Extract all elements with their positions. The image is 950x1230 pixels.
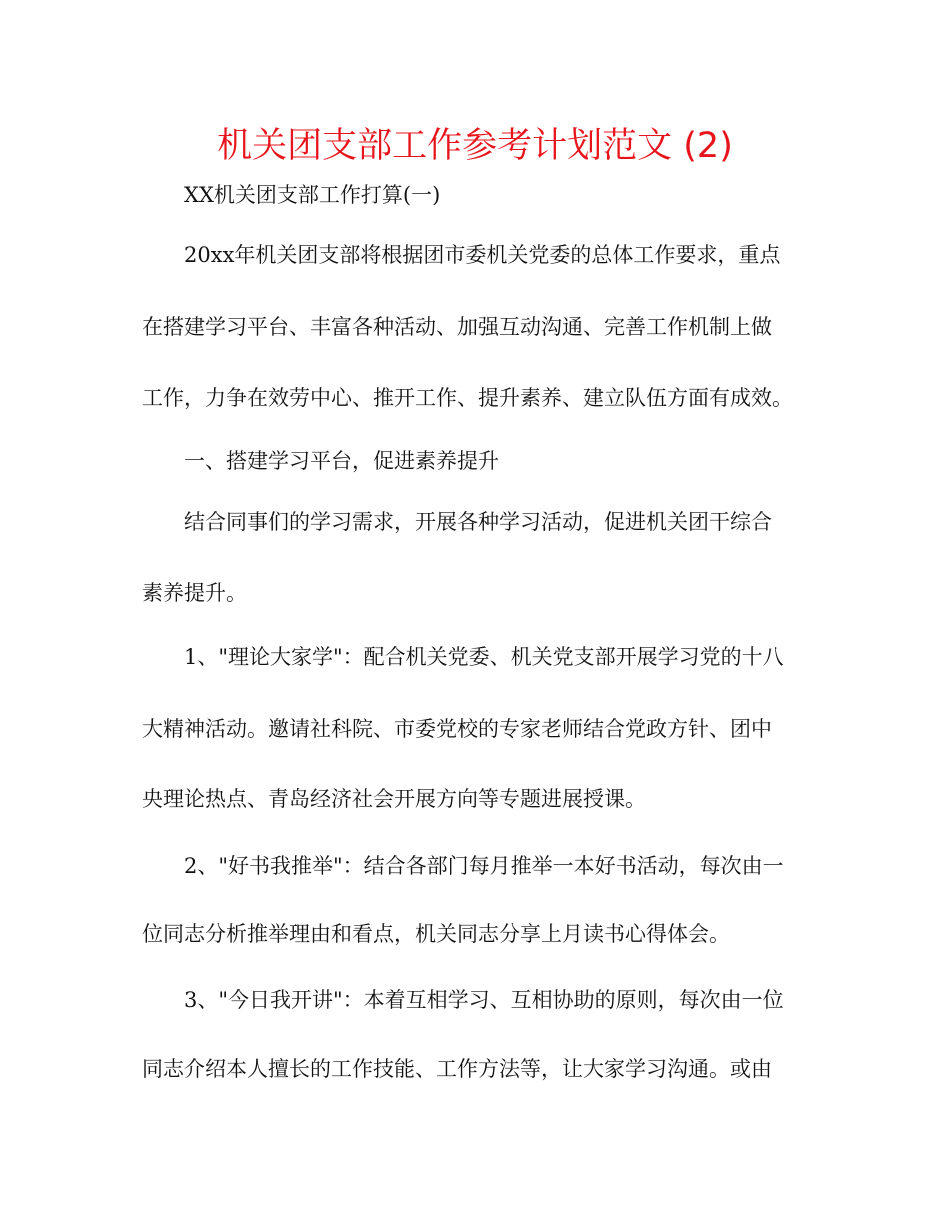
paragraph-line: 在搭建学习平台、丰富各种活动、加强互动沟通、完善工作机制上做 xyxy=(142,315,772,339)
paragraph-line: 1、"理论大家学"：配合机关党委、机关党支部开展学习党的十八 xyxy=(184,645,784,669)
paragraph-line: 大精神活动。邀请社科院、市委党校的专家老师结合党政方针、团中 xyxy=(142,717,772,741)
paragraph-line: 素养提升。 xyxy=(142,581,247,605)
paragraph-line: 3、"今日我开讲"：本着互相学习、互相协助的原则，每次由一位 xyxy=(184,988,784,1012)
paragraph-line: 20xx年机关团支部将根据团市委机关党委的总体工作要求，重点 xyxy=(184,243,781,267)
paragraph-line: 2、"好书我推举"：结合各部门每月推举一本好书活动，每次由一 xyxy=(184,854,784,878)
paragraph-line: 同志介绍本人擅长的工作技能、工作方法等，让大家学习沟通。或由 xyxy=(142,1057,772,1081)
section-heading: 一、搭建学习平台，促进素养提升 xyxy=(184,449,499,473)
subtitle-line: XX机关团支部工作打算(一) xyxy=(184,183,441,207)
paragraph-line: 结合同事们的学习需求，开展各种学习活动，促进机关团干综合 xyxy=(184,510,772,534)
document-title: 机关团支部工作参考计划范文 (2) xyxy=(217,126,733,166)
paragraph-line: 工作，力争在效劳中心、推开工作、提升素养、建立队伍方面有成效。 xyxy=(142,386,793,410)
paragraph-line: 央理论热点、青岛经济社会开展方向等专题进展授课。 xyxy=(142,787,646,811)
paragraph-line: 位同志分析推举理由和看点，机关同志分享上月读书心得体会。 xyxy=(142,922,730,946)
